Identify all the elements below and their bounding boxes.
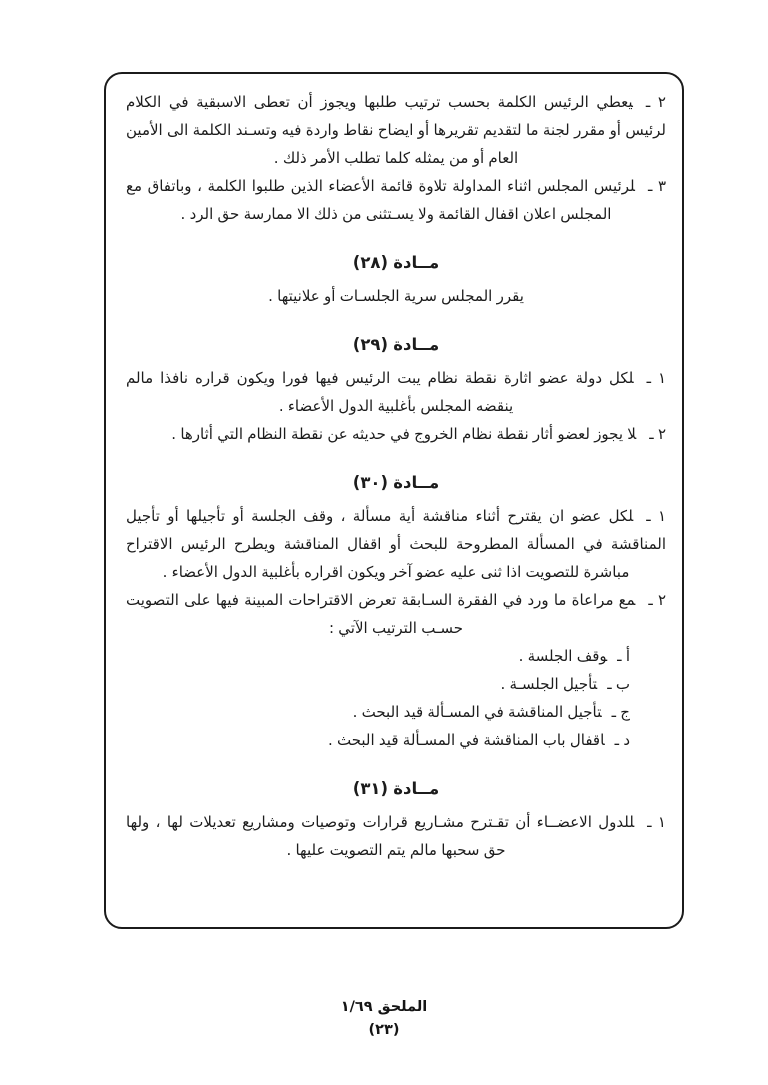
numbered-item: ٢ ـمع مراعاة ما ورد في الفقرة السـابقة تعرض الاقتراحات المبينة فيها على التصويت حسـب الترتيب الآتي : (126, 591, 666, 637)
numbered-item: ١ ـلكل دولة عضو اثارة نقطة نظام يبت الرئيس فيها فورا ويكون قراره نافذا مالم ينقضه المجلس بأغلبية الدول الأعضاء . (126, 369, 666, 415)
item-number: ١ ـ (646, 369, 666, 387)
article-heading: مــادة (٢٨) (352, 253, 440, 272)
numbered-item: ٢ ـيعطي الرئيس الكلمة بحسب ترتيب طلبها ويجوز أن تعطى الاسبقية في الكلام لرئيس أو مقرر لجنة ما لتقديم تقريرها أو ايضاح نقاط واردة فيه وتسـند الكلمة الى الأمين العام أو من يمثله كلما تطلب الأمر ذلك . (126, 93, 666, 167)
item-number: ٢ ـ (648, 591, 666, 609)
numbered-item: ٢ ـلا يجوز لعضو أثار نقطة نظام الخروج في حديثه عن نقطة النظام التي أثارها . (171, 425, 666, 443)
item-number: ٢ ـ (645, 93, 666, 111)
numbered-item: ١ ـللدول الاعضــاء أن تقـترح مشـاريع قرارات وتوصيات ومشاريع تعديلات لها ، ولها حق سحبها مالم يتم التصويت عليها . (126, 813, 666, 859)
page-number: (٢٣) (368, 1022, 400, 1038)
article-heading: مــادة (٣٠) (352, 473, 440, 492)
page-border-frame (104, 72, 684, 929)
item-number: ٣ ـ (647, 177, 666, 195)
subitem-letter: د ـ (614, 731, 630, 749)
lettered-subitem: د ـاقفال باب المناقشة في المسـألة قيد البحث . (327, 731, 630, 749)
subitem-letter: ج ـ (611, 703, 630, 721)
subitem-letter: أ ـ (617, 647, 630, 665)
numbered-item: ١ ـلكل عضو ان يقترح أثناء مناقشة أية مسألة ، وقف الجلسة أو تأجيلها أو تأجيل المناقشة في المسألة المطروحة للبحث أو اقفال المناقشة ويطرح الرئيس الاقتراح مباشرة للتصويت اذا ثنى عليه عضو آخر ويكون اقراره بأغلبية الدول الأعضاء . (126, 507, 666, 581)
article-heading: مــادة (٣١) (352, 779, 440, 798)
subitem-letter: ب ـ (607, 675, 630, 693)
numbered-item: ٣ ـلرئيس المجلس اثناء المداولة تلاوة قائمة الأعضاء الذين طلبوا الكلمة ، وباتفاق مع المجلس اعلان اقفال القائمة ولا يسـتثنى من ذلك الا ممارسة حق الرد . (126, 177, 666, 223)
page-footer (0, 996, 768, 1042)
lettered-subitem: ب ـتأجيل الجلسـة . (500, 675, 630, 693)
item-number: ٢ ـ (649, 425, 666, 443)
lettered-subitem: أ ـوقف الجلسة . (518, 647, 630, 665)
article-heading: مــادة (٢٩) (352, 335, 440, 354)
item-number: ١ ـ (647, 813, 666, 831)
item-number: ١ ـ (646, 507, 666, 525)
annex-label: الملحق ١/٦٩ (340, 999, 428, 1015)
lettered-subitem: ج ـتأجيل المناقشة في المسـألة قيد البحث . (352, 703, 630, 721)
article-body-line: يقرر المجلس سرية الجلسـات أو علانيتها . (268, 287, 524, 305)
document-body (106, 74, 682, 927)
